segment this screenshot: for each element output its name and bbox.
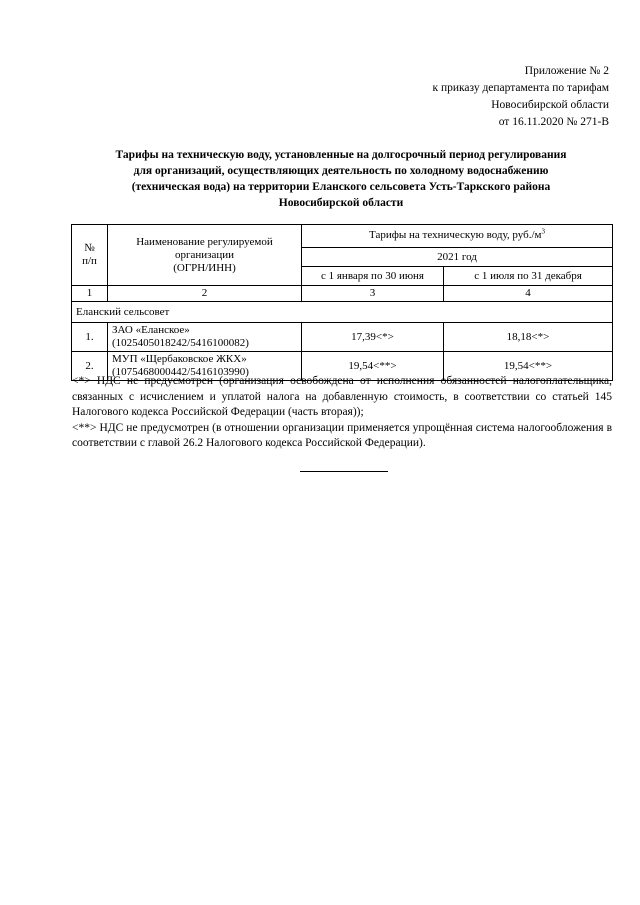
col-number-3: 3 [302,286,444,302]
col-number-4: 4 [444,286,613,302]
org-ids: (1075468000442/5416103990) [112,366,249,378]
footnotes [72,374,612,452]
header-tariff-unit-power: 3 [541,227,545,236]
row-tariff-2: 19,54<**> [444,352,613,381]
header-organization-line-1: Наименование регулируемой [136,235,273,248]
header-organization [108,225,302,286]
header-number-label: п/п [82,255,97,267]
table-row [72,323,613,352]
col-number-1: 1 [72,286,108,302]
row-tariff-1: 19,54<**> [302,352,444,381]
header-organization-line-3: (ОГРН/ИНН) [173,261,236,274]
row-tariff-2: 18,18<*> [444,323,613,352]
header-number-sign: № [84,242,95,254]
row-number: 2. [72,352,108,381]
header-tariff [302,225,613,248]
title-line-1: Тарифы на техническую воду, установленные на долгосрочный период регулирования [115,149,567,161]
appendix-order-date: от 16.11.2020 № 271-В [498,116,609,128]
org-name: ЗАО «Еланское» [112,324,190,336]
row-number: 1. [72,323,108,352]
row-tariff-1: 17,39<*> [302,323,444,352]
header-period-1: с 1 января по 30 июня [302,267,444,286]
header-period-2: с 1 июля по 31 декабря [444,267,613,286]
footnote-2: <**> НДС не предусмотрен (в отношении организации применяется упрощённая система налогообложения в соответствии с главой 26.2 Налогового кодекса Российской Федерации). [72,421,612,449]
title-line-4: Новосибирской области [278,197,404,209]
appendix-order-ref: к приказу департамента по тарифам [432,82,609,94]
row-organization [108,323,302,352]
title-line-2: для организаций, осуществляющих деятельность по холодному водоснабжению [133,165,549,177]
end-divider [300,471,388,472]
appendix-header [432,63,609,131]
document-title [72,147,610,211]
appendix-region: Новосибирской области [491,99,609,111]
org-ids: (1025405018242/5416100082) [112,337,249,349]
footnote-1: <*> НДС не предусмотрен (организация освобождена от исполнения обязанностей налогоплательщика, связанных с исчислением и уплатой налога на добавленную стоимость, в соответствии со статьей 145 Налогового кодекса Российской Федерации (часть вторая)); [72,375,612,418]
tariff-table [71,224,613,381]
section-row: Еланский сельсовет [72,302,613,323]
appendix-number: Приложение № 2 [524,65,609,77]
header-tariff-text: Тарифы на техническую воду, руб./м [369,229,542,242]
header-number [72,225,108,286]
title-line-3: (техническая вода) на территории Еланского сельсовета Усть-Таркского района [131,181,551,193]
header-organization-line-2: организации [174,248,235,261]
header-year: 2021 год [302,247,613,267]
org-name: МУП «Щербаковское ЖКХ» [112,353,247,365]
col-number-2: 2 [108,286,302,302]
